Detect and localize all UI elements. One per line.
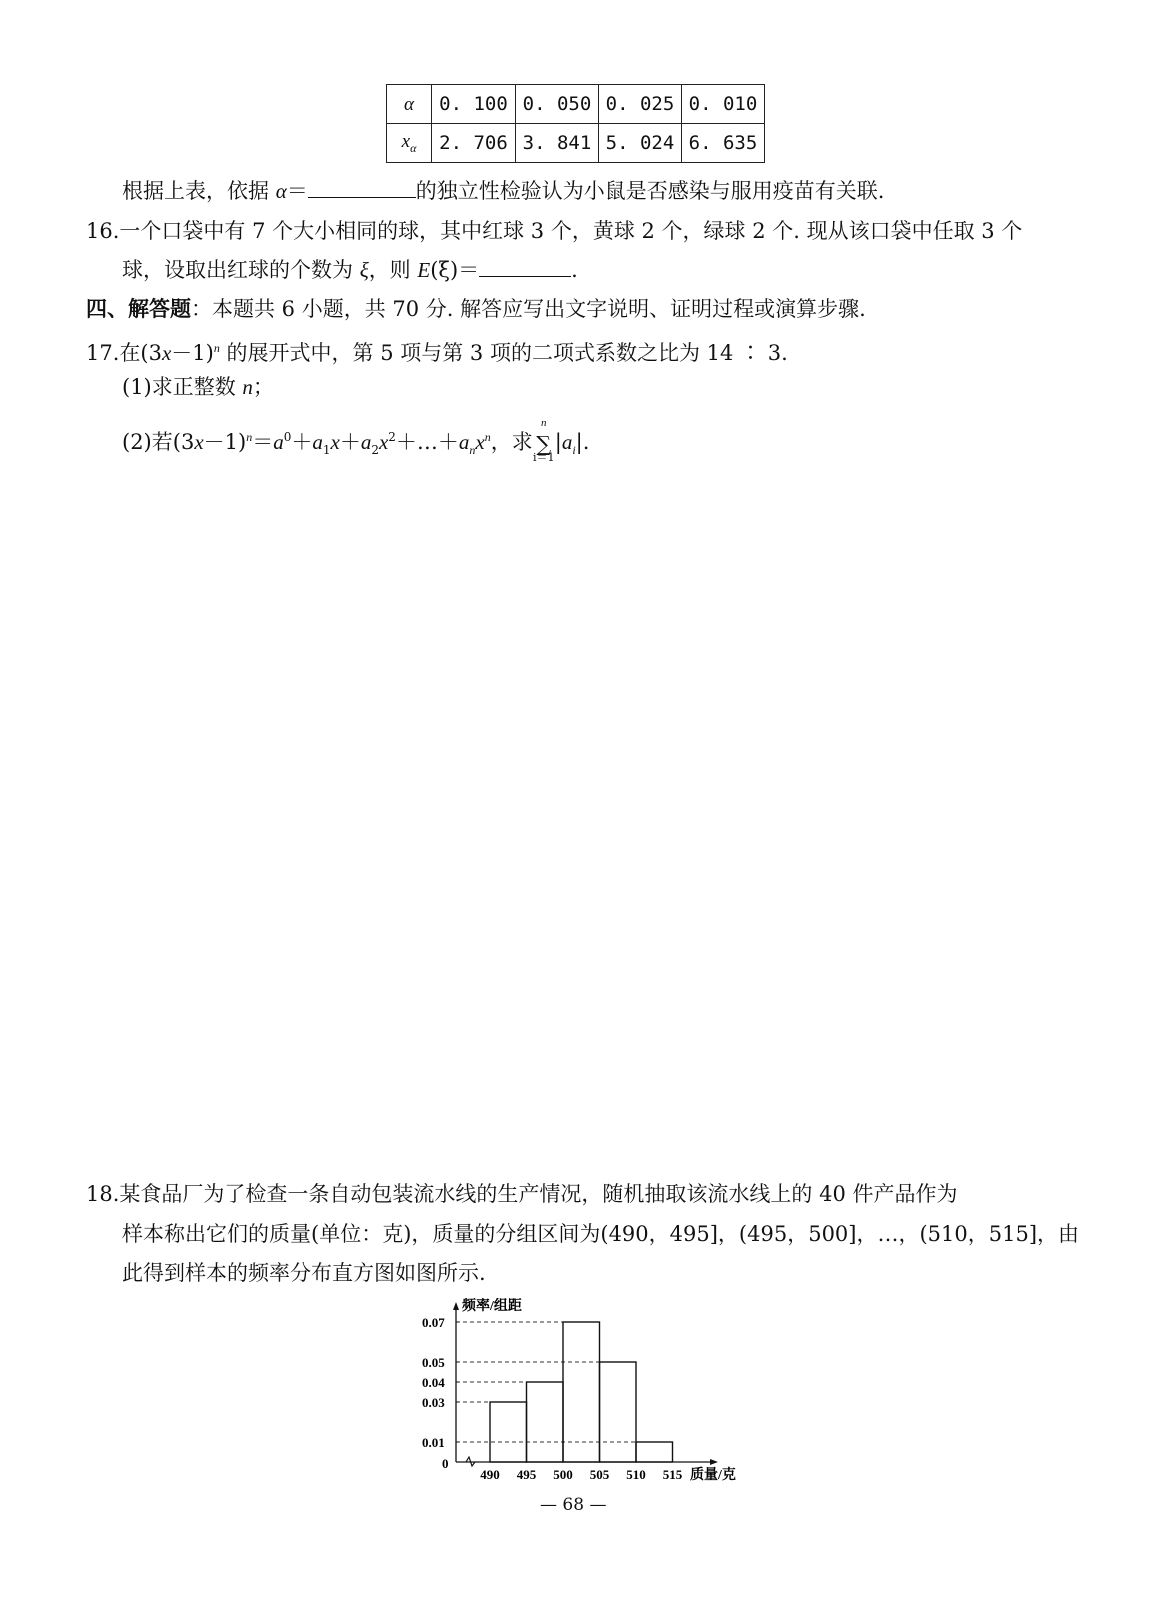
table-cell: 6. 635 — [682, 124, 765, 163]
table-row-label: $x_\alpha$ — [387, 124, 432, 163]
x-axis-arrow — [710, 1459, 718, 1465]
y-tick-label: 0.04 — [422, 1375, 445, 1390]
page-number: — 68 — — [540, 1495, 607, 1515]
table-row — [387, 124, 765, 163]
x-tick-label: 515 — [662, 1467, 683, 1482]
question-number: 18. — [86, 1182, 120, 1206]
critical-value-table — [386, 84, 765, 163]
answer-blank[interactable] — [308, 177, 416, 198]
x-tick-label: 490 — [480, 1467, 500, 1482]
histogram-bar — [527, 1382, 564, 1462]
section-heading: 四、解答题：本题共 6 小题，共 70 分. 解答应写出文字说明、证明过程或演算步骤. — [86, 297, 866, 321]
y-tick-label: 0.07 — [422, 1315, 445, 1330]
table-cell: 5. 024 — [599, 124, 682, 163]
table-cell: 0. 100 — [432, 85, 516, 124]
table-cell: 0. 010 — [682, 85, 765, 124]
table-cell: 0. 050 — [516, 85, 599, 124]
table-cell: 2. 706 — [432, 124, 516, 163]
question-18-line2: 样本称出它们的质量(单位：克)，质量的分组区间为(490，495]，(495，500]，…，(510，515]，由 — [122, 1222, 1080, 1246]
section-title: 四、解答题 — [86, 297, 191, 321]
y-tick-label: 0.03 — [422, 1395, 445, 1410]
histogram-bar — [490, 1402, 527, 1462]
y-tick-label: 0.01 — [422, 1435, 445, 1450]
histogram-bar — [600, 1362, 637, 1462]
histogram-bar — [636, 1442, 673, 1462]
y-tick-label: 0.05 — [422, 1355, 445, 1370]
x-tick-label: 500 — [553, 1467, 573, 1482]
table-row-label: α — [387, 85, 432, 124]
question-15-tail: 根据上表，依据 α＝ 的独立性检验认为小鼠是否感染与服用疫苗有关联. — [122, 179, 885, 203]
histogram-bar — [563, 1322, 600, 1462]
question-16-line2: 球，设取出红球的个数为 ξ，则 E(ξ)＝ . — [122, 258, 578, 282]
frequency-histogram — [410, 1298, 770, 1498]
question-number: 16. — [86, 219, 120, 243]
answer-blank[interactable] — [479, 256, 571, 277]
summation-symbol: n ∑ i＝1 — [532, 416, 555, 464]
question-17: 17.在$(3x-1)^n$ 的展开式中，第 5 项与第 3 项的二项式系数之比为 14 ∶ 3. — [86, 341, 788, 365]
x-tick-label: 495 — [516, 1467, 537, 1482]
x-tick-label: 510 — [626, 1467, 646, 1482]
question-17-part1: (1)求正整数 n； — [122, 375, 274, 399]
question-17-part2: (2)若$(3x-1)^n=a^0+a_1x+a_2x^2+\dots+a_nx^n$，求 n ∑ i＝1 $|a_i|$. — [122, 416, 590, 464]
question-18-line3: 此得到样本的频率分布直方图如图所示. — [122, 1261, 486, 1285]
x-tick-label: 505 — [589, 1467, 610, 1482]
y-zero-label: 0 — [442, 1456, 449, 1471]
table-cell: 3. 841 — [516, 124, 599, 163]
table-row — [387, 85, 765, 124]
y-axis-arrow — [453, 1302, 459, 1310]
table-cell: 0. 025 — [599, 85, 682, 124]
question-number: 17. — [86, 341, 120, 365]
question-18: 18.某食品厂为了检查一条自动包装流水线的生产情况，随机抽取该流水线上的 40 件产品作为 — [86, 1182, 958, 1206]
question-16: 16.一个口袋中有 7 个大小相同的球，其中红球 3 个，黄球 2 个，绿球 2 个. 现从该口袋中任取 3 个 — [86, 219, 1023, 243]
x-axis-label: 质量/克 — [690, 1468, 736, 1483]
y-axis-label: 频率/组距 — [462, 1299, 522, 1314]
